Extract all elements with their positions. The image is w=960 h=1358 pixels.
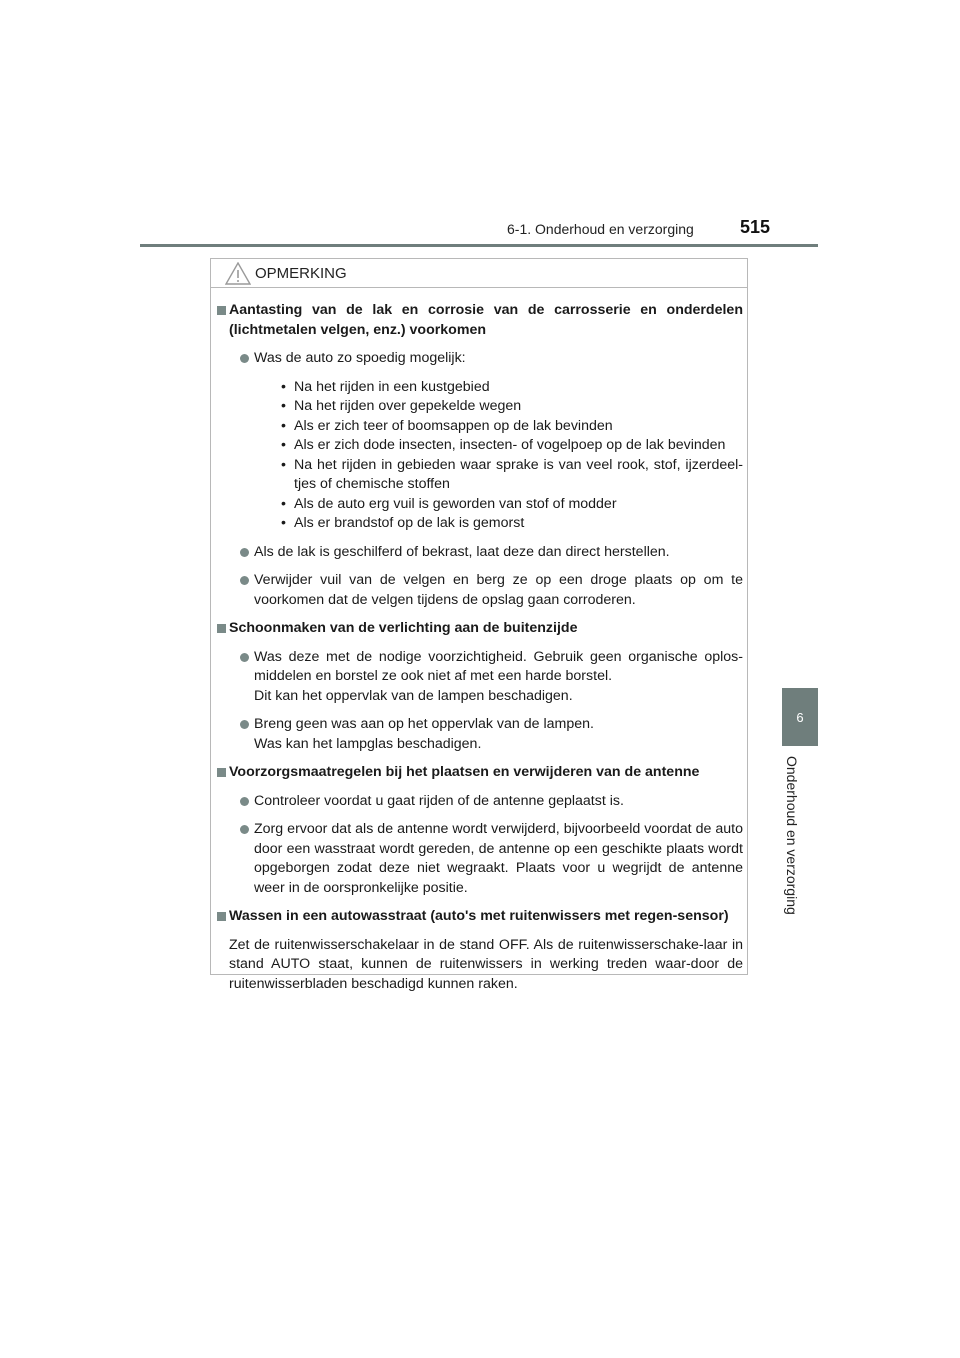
circle-bullet-icon (240, 354, 249, 363)
notice-box (210, 258, 748, 992)
list-item (229, 715, 743, 754)
item-text: Zorg ervoor dat als de antenne wordt verwijderd, bijvoorbeeld voordat de auto door een wasstraat wordt gereden, de antenne op een geschikte plaats wordt opgeborgen zodat deze niet wegraakt. Plaats voor u wegrijdt de antenne weer in de oorspronkelijke positie. (254, 821, 743, 896)
item-text: Was de auto zo spoedig mogelijk: (254, 350, 466, 366)
sub-bullet-item: • Als er brandstof op de lak is gemorst (279, 514, 743, 534)
item-text-followup: Dit kan het oppervlak van de lampen beschadigen. (254, 687, 573, 704)
item-text-followup: Was kan het lampglas beschadigen. (254, 735, 482, 752)
header-section-title: 6-1. Onderhoud en verzorging (507, 221, 694, 237)
sub-bullet-item: • Na het rijden in gebieden waar sprake is van veel rook, stof, ijzerdeel-tjes of chemische stoffen (279, 456, 743, 495)
chapter-side-label: Onderhoud en verzorging (784, 756, 800, 915)
circle-bullet-icon (240, 720, 249, 729)
item-text: Verwijder vuil van de velgen en berg ze op een droge plaats op om te voorkomen dat de velgen tijdens de opslag gaan corroderen. (254, 572, 743, 608)
sub-bullet-item: • Als de auto erg vuil is geworden van stof of modder (279, 495, 743, 515)
notice-section (217, 907, 743, 994)
item-text: Controleer voordat u gaat rijden of de antenne geplaatst is. (254, 792, 624, 809)
square-bullet-icon (217, 624, 226, 633)
section-title: Schoonmaken van de verlichting aan de buitenzijde (229, 620, 578, 636)
circle-bullet-icon (240, 653, 249, 662)
list-item (229, 543, 743, 563)
notice-content (217, 301, 743, 1003)
notice-section (217, 619, 743, 754)
list-item (229, 571, 743, 610)
item-text: Was deze met de nodige voorzichtigheid. Gebruik geen organische oplos-middelen en borstel ze ook niet af met een harde borstel. (254, 648, 743, 684)
warning-triangle-icon (225, 262, 251, 285)
circle-bullet-icon (240, 548, 249, 557)
sub-bullet-item: • Na het rijden over gepekelde wegen (279, 397, 743, 417)
circle-bullet-icon (240, 825, 249, 834)
sub-bullet-item: • Na het rijden in een kustgebied (279, 378, 743, 398)
notice-header (211, 259, 747, 288)
circle-bullet-icon (240, 576, 249, 585)
item-text: Breng geen was aan op het oppervlak van de lampen. (254, 716, 594, 732)
section-paragraph: Zet de ruitenwisserschakelaar in de stand OFF. Als de ruitenwisserschake-laar in stand AUTO staat, kunnen de ruitenwissers in werking treden waar-door de ruitenwisserbladen beschadigd kunnen raken. (229, 936, 743, 992)
section-title: Wassen in een autowasstraat (auto's met ruitenwissers met regen-sensor) (229, 908, 729, 924)
notice-title: OPMERKING (255, 265, 347, 282)
section-title: Voorzorgsmaatregelen bij het plaatsen en verwijderen van de antenne (229, 764, 700, 780)
header-rule (140, 244, 818, 247)
square-bullet-icon (217, 306, 226, 315)
circle-bullet-icon (240, 797, 249, 806)
notice-section (217, 301, 743, 610)
square-bullet-icon (217, 768, 226, 777)
list-item (229, 820, 743, 898)
sub-bullet-list (279, 378, 743, 534)
list-item (229, 349, 743, 534)
sub-bullet-item: • Als er zich teer of boomsappen op de lak bevinden (279, 417, 743, 437)
item-text: Als de lak is geschilferd of bekrast, laat deze dan direct herstellen. (254, 543, 670, 560)
section-title: Aantasting van de lak en corrosie van de carrosserie en onderdelen (lichtmetalen velgen, enz.) voorkomen (229, 302, 743, 338)
chapter-tab-number: 6 (782, 688, 818, 746)
list-item (229, 792, 743, 812)
notice-section (217, 763, 743, 898)
square-bullet-icon (217, 912, 226, 921)
page-number: 515 (740, 217, 771, 237)
list-item (229, 648, 743, 707)
sub-bullet-item: • Als er zich dode insecten, insecten- of vogelpoep op de lak bevinden (279, 436, 743, 456)
